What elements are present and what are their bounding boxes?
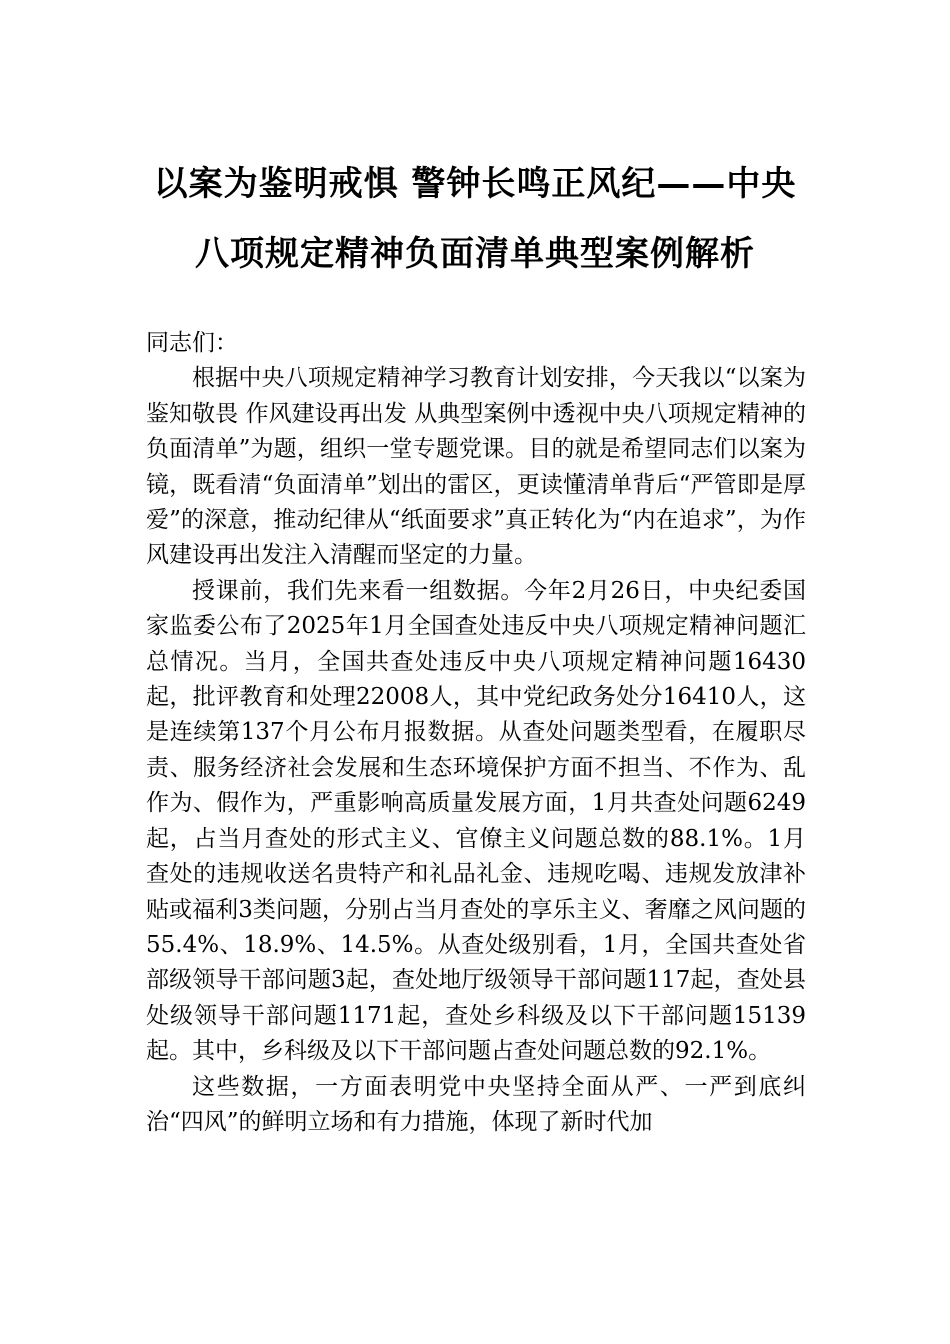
document-title-line-2: 八项规定精神负面清单典型案例解析 [195, 234, 755, 274]
paragraph-1: 根据中央八项规定精神学习教育计划安排，今天我以“以案为鉴知敬畏 作风建设再出发 从典型案例中透视中央八项规定精神的负面清单”为题，组织一堂专题党课。目的就是希望同志们以案为镜，既看清“负面清单”划出的雷区，更读懂清单背后“严管即是厚爱”的深意，推动纪律从“纸面要求”真正转化为“内在追求”，为作风建设再出发注入清醒而坚定的力量。 [146, 365, 806, 569]
document-body [146, 326, 806, 1140]
paragraph-3: 这些数据，一方面表明党中央坚持全面从严、一严到底纠治“四风”的鲜明立场和有力措施，体现了新时代加 [146, 1073, 806, 1135]
salutation: 同志们： [146, 330, 238, 356]
paragraph-2: 授课前，我们先来看一组数据。今年2月26日，中央纪委国家监委公布了2025年1月全国查处违反中央八项规定精神问题汇总情况。当月，全国共查处违反中央八项规定精神问题16430起，批评教育和处理22008人，其中党纪政务处分16410人，这是连续第137个月公布月报数据。从查处问题类型看，在履职尽责、服务经济社会发展和生态环境保护方面不担当、不作为、乱作为、假作为，严重影响高质量发展方面，1月共查处问题6249起，占当月查处的形式主义、官僚主义问题总数的88.1%。1月查处的违规收送名贵特产和礼品礼金、违规吃喝、违规发放津补贴或福利3类问题，分别占当月查处的享乐主义、奢靡之风问题的55.4%、18.9%、14.5%。从查处级别看，1月，全国共查处省部级领导干部问题3起，查处地厅级领导干部问题117起，查处县处级领导干部问题1171起，查处乡科级及以下干部问题15139起。其中，乡科级及以下干部问题占查处问题总数的92.1%。 [146, 577, 806, 1065]
document-title-line-1: 以案为鉴明戒惧 警钟长鸣正风纪——中央 [153, 164, 797, 204]
